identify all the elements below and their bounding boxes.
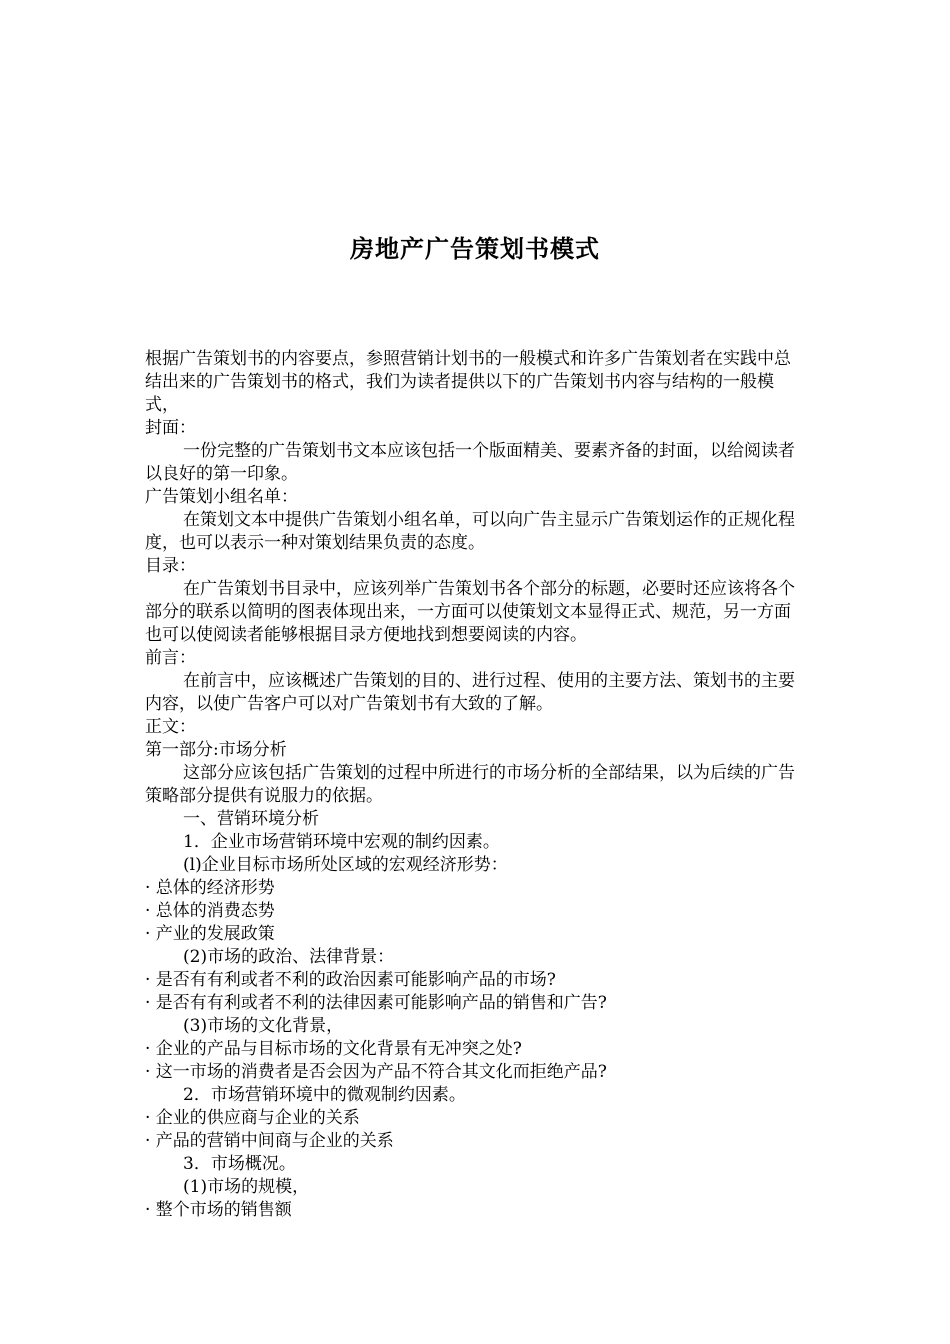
paragraph: 这部分应该包括广告策划的过程中所进行的市场分析的全部结果，以为后续的广告策略部分提供有说服力的依据。 xyxy=(145,763,795,806)
paragraph: · 产品的营销中间商与企业的关系 xyxy=(145,1131,394,1151)
paragraph: · 是否有有利或者不利的法律因素可能影响产品的销售和广告? xyxy=(145,993,607,1013)
paragraph: · 这一市场的消费者是否会因为产品不符合其文化而拒绝产品? xyxy=(145,1062,607,1082)
paragraph: 在策划文本中提供广告策划小组名单，可以向广告主显示广告策划运作的正规化程度，也可以表示一种对策划结果负责的态度。 xyxy=(145,510,795,553)
paragraph: 1．企业市场营销环境中宏观的制约因素。 xyxy=(183,832,500,852)
paragraph: 前言： xyxy=(145,648,196,668)
paragraph: 2．市场营销环境中的微观制约因素。 xyxy=(183,1085,466,1105)
document-title: 房地产广告策划书模式 xyxy=(350,234,600,263)
paragraph: 封面： xyxy=(145,418,196,438)
paragraph: · 产业的发展政策 xyxy=(145,924,275,944)
paragraph: 目录： xyxy=(145,556,196,576)
paragraph: 在广告策划书目录中，应该列举广告策划书各个部分的标题，必要时还应该将各个部分的联系以简明的图表体现出来，一方面可以使策划文本显得正式、规范，另一方面也可以使阅读者能够根据目录方便地找到想要阅读的内容。 xyxy=(145,579,795,645)
paragraph: · 企业的产品与目标市场的文化背景有无冲突之处? xyxy=(145,1039,522,1059)
paragraph: 正文： xyxy=(145,717,196,737)
paragraph: · 企业的供应商与企业的关系 xyxy=(145,1108,360,1128)
paragraph: · 是否有有利或者不利的政治因素可能影响产品的市场? xyxy=(145,970,556,990)
document-body xyxy=(145,348,807,1222)
paragraph: 一份完整的广告策划书文本应该包括一个版面精美、要素齐备的封面，以给阅读者以良好的第一印象。 xyxy=(145,441,795,484)
paragraph: · 总体的经济形势 xyxy=(145,878,275,898)
paragraph: (3)市场的文化背景， xyxy=(183,1016,344,1036)
paragraph: (1)市场的规模， xyxy=(183,1177,310,1197)
paragraph: 第一部分:市场分析 xyxy=(145,740,287,760)
paragraph: · 总体的消费态势 xyxy=(145,901,275,921)
paragraph: 广告策划小组名单： xyxy=(145,487,298,507)
paragraph: 一、营销环境分析 xyxy=(183,809,319,829)
paragraph: (l)企业目标市场所处区域的宏观经济形势： xyxy=(183,855,508,875)
paragraph: 3．市场概况。 xyxy=(183,1154,296,1174)
paragraph: 在前言中，应该概述广告策划的目的、进行过程、使用的主要方法、策划书的主要内容，以使广告客户可以对广告策划书有大致的了解。 xyxy=(145,671,795,714)
paragraph: (2)市场的政治、法律背景： xyxy=(183,947,395,967)
paragraph: 根据广告策划书的内容要点，参照营销计划书的一般模式和许多广告策划者在实践中总结出来的广告策划书的格式，我们为读者提供以下的广告策划书内容与结构的一般模式， xyxy=(145,349,791,415)
paragraph: · 整个市场的销售额 xyxy=(145,1200,292,1220)
